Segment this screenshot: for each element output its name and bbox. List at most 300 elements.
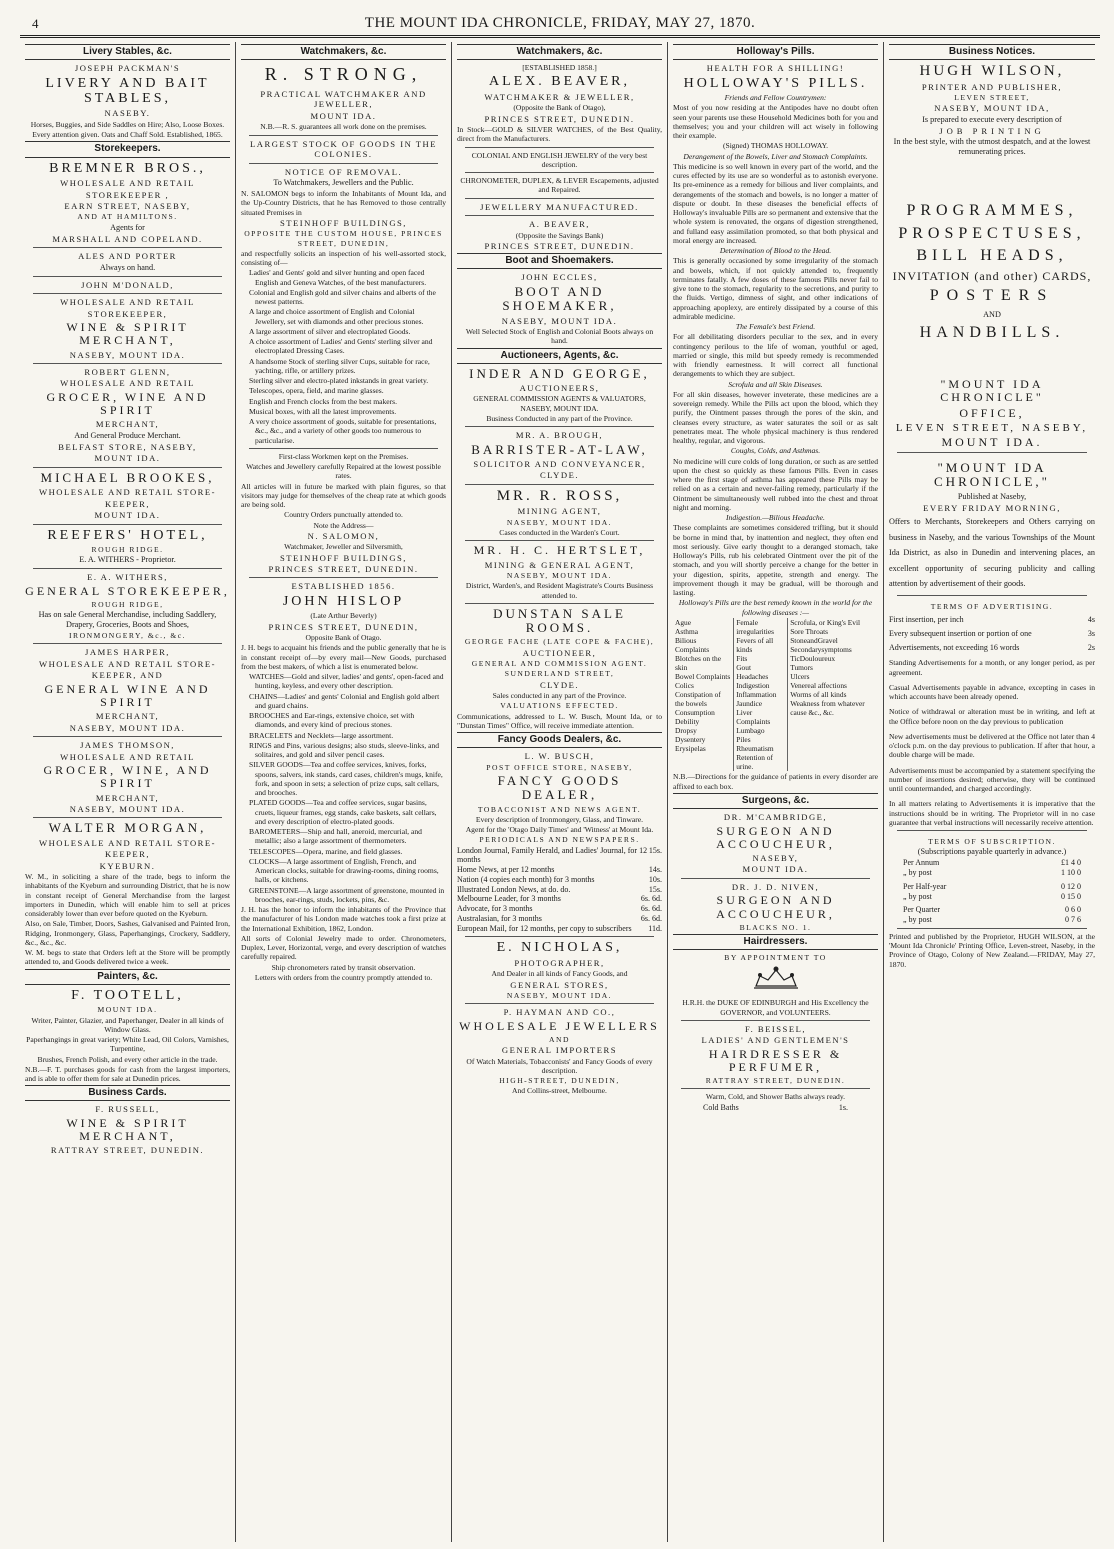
ad-text: W. M., in soliciting a share of the trade, begs to inform the inhabitants of the Kyeburn and surrounding District, that he is now in constant receipt of General Merchandise from the largest importers in Dunedin, which will enable him to sell at prices considerably lower than ever before quoted on the Kyeburn. [25,872,230,919]
ad-line: LEVEN STREET, [954,93,1030,103]
section-heading: Watchmakers, &c. [241,44,446,60]
ad-line: A. BEAVER, [529,219,590,230]
ad-line: KYEBURN. [99,860,156,871]
ad-text: In all matters relating to Advertisements it is imperative that the instructions should be in writing. The Proprietor will in no case guarantee that verbal instructions will necessarily receive attention. [889,799,1095,827]
divider [465,540,654,541]
list-item: SILVER GOODS—Tea and coffee services, knives, forks, spoons, salvers, ink stands, card cases, children's mugs, knife, fork, and spoon in sets; a selection of prize cups, salt cellars, and brooches. [249,760,443,798]
divider [33,568,222,569]
ad-line: WHOLESALE AND RETAIL [60,297,195,308]
ad-headline: WHOLESALE JEWELLERS [459,1018,660,1033]
ad-text: J. H. has the honor to inform the inhabitants of the Province that the manufacturer of his London made watches took a first prize at the International Exhibition, 1862, London. [241,905,446,933]
stock-list [241,268,446,445]
price-row: Nation (4 copies each month) for 3 months 10s. [457,874,662,884]
ad-line: MOUNT IDA. [94,453,161,464]
ad-headline: F. TOOTELL, [71,987,184,1003]
disease-column: Ague Asthma Bilious Complaints Blotches on the skin Bowel Complaints Colics Constipation of the bowels Consumption Debility Dropsy Dysentery Erysipelas [673,618,734,772]
ad-line: MOUNT IDA. [310,110,377,121]
ad-headline: BARRISTER-AT-LAW, [471,441,648,457]
ad-text: Watchmaker, Jeweller and Silversmith, [284,542,403,552]
ad-text: Sales conducted in any part of the Province. [492,691,627,701]
divider [465,1003,654,1004]
divider [681,878,870,879]
price-row: Cold Baths 1s. [703,1102,848,1112]
ad-subhead: Friends and Fellow Countrymen: [724,93,827,103]
ad-headline: MR. H. C. HERTSLET, [473,543,646,558]
divider [33,817,222,818]
section-heading: Livery Stables, &c. [25,44,230,60]
price-row: Illustrated London News, at do. do. 15s. [457,884,662,894]
ad-line: PHOTOGRAPHER, [514,957,605,968]
ad-text: Offers to Merchants, Storekeepers and Others carrying on business in Naseby, and the various Townships of the Mount Ida District, as also in Dunedin and intervening places, an excellent opportunity of securing publicity and calling attention by advertisement of their goods. [889,517,1095,589]
ad-line: RATTRAY STREET, DUNEDIN. [50,1145,205,1156]
list-item: CLOCKS—A large assortment of English, French, and American clocks, suitable for drawing-rooms, dining rooms, halls, or kitchens. [249,856,439,885]
ad-text: Business Conducted in any part of the Province. [486,413,633,423]
ad-line: RATTRAY STREET, DUNEDIN. [705,1076,846,1086]
ad-line: MARSHALL AND COPELAND. [52,233,203,244]
ad-text: Watches and Jewellery carefully Repaired at the lowest possible rates. [246,462,441,481]
ad-line: NASEBY, MOUNT IDA. [69,803,186,814]
ad-line: MERCHANT, [95,711,160,722]
ad-text: Of Watch Materials, Tobacconists' and Fancy Goods of every description. [466,1056,653,1075]
ad-line: ALES AND PORTER [78,251,177,262]
ad-line: ROUGH RIDGE. [91,544,164,554]
divider [33,363,222,364]
ad-text: Horses, Buggies, and Side Saddles on Hire; Also, Loose Boxes. [30,119,225,129]
ad-line: EARN STREET, NASEBY, [64,200,191,211]
price-row: Melbourne Leader, for 3 months 6s. 6d. [457,894,662,904]
divider [465,426,654,427]
ad-line: GENERAL IMPORTERS [501,1045,618,1056]
section-heading: Watchmakers, &c. [457,44,662,60]
ad-text: Always on hand. [99,262,156,272]
list-item: Colonial and English gold and silver chains and alberts of the newest patterns. [249,287,436,307]
section-heading: Storekeepers. [25,141,230,157]
ad-headline: R. STRONG, [264,64,423,85]
divider [249,577,438,578]
ad-text: (Opposite the Savings Bank) [515,230,604,240]
price-row: First insertion, per inch 4s [889,615,1095,625]
list-item: GREENSTONE—A large assortment of greenstone, mounted in brooches, ear-rings, studs, lockets, pins, &c. [249,885,445,904]
ad-text: J. H. begs to acquaint his friends and the public generally that he is in constant receipt of—by every mail—New Goods, purchased from the best makers, of which a list is enumerated below. [241,643,446,671]
disease-table [673,618,878,772]
ad-text: Every description of Ironmongery, Glass, and Tinware. [475,814,644,824]
ad-line: NASEBY, MOUNT IDA. [69,349,186,360]
divider [465,172,654,173]
price-row: Australasian, for 3 months 6s. 6d. [457,913,662,923]
ad-text: (Signed) THOMAS HOLLOWAY. [722,141,829,151]
ad-line: CLYDE. [540,470,579,481]
list-item: RINGS and Pins, various designs; also studs, sleeve-links, and solitaires, and gold and silver pencil cases. [249,740,440,760]
ad-headline: E. NICHOLAS, [496,940,623,956]
price-row: Advertisements, not exceeding 16 words 2s [889,642,1095,652]
price-row: Per Quarter 0 6 0 [903,905,1081,915]
ad-text: Letters with orders from the country promptly attended to. [254,972,433,982]
ad-line: DR. J. D. NIVEN, [731,881,820,892]
ad-headline: INDER AND GEORGE, [469,365,650,381]
columns [20,42,1100,1542]
divider [465,936,654,937]
ad-subhead: Indigestion.—Bilious Headache. [726,513,825,523]
ad-headline: BOOT AND SHOEMAKER, [502,283,617,314]
list-item: A choice assortment of Ladies' and Gents' sterling silver and electroplated Dressing Cases. [249,337,433,356]
ad-headline: WALTER MORGAN, [48,820,207,836]
ad-text: Agent for the 'Otago Daily Times' and 'Witness' at Mount Ida. [465,825,654,835]
ad-line: BY APPOINTMENT TO [724,953,827,963]
ad-text: Standing Advertisements for a month, or any longer period, as per agreement. [889,658,1095,677]
ad-line: ESTABLISHED 1856. [291,581,396,592]
terms-heading: TERMS OF ADVERTISING. [930,601,1054,611]
ad-line: PRACTICAL WATCHMAKER AND JEWELLER, [260,88,427,110]
ad-line: L. W. BUSCH, [524,751,595,762]
ad-headline: HUGH WILSON, [919,63,1065,80]
list-item: BAROMETERS—Ship and hall, aneroid, mercurial, and metallic; also a large assortment of thermometers. [249,827,422,846]
ad-line: E. A. WITHERS, [87,572,168,583]
price-row: London Journal, Family Herald, and Ladies' Journal, for 12 months 15s. [457,845,662,865]
ad-headline: WINE & SPIRIT MERCHANT, [66,320,189,348]
ad-line: JAMES THOMSON, [80,740,175,751]
ad-subhead: The Female's best Friend. [735,322,816,332]
section-heading: Hairdressers. [673,934,878,950]
divider [465,198,654,199]
divider [33,736,222,737]
ad-text: This is generally occasioned by some irregularity of the stomach and bowels, which, if not quickly attended to, frequently terminates fatally. A few doses of these famous Pills never fail to give tone to the stomach, regularity to the secretions, and purity to the fluids. Vertigo, dimness of sight, and other indications of approaching apoplexy, are entirely dissipated by a course of this admirable medicine. [673,256,878,321]
ad-headline: BILL HEADS, [916,247,1068,265]
ad-line: STEINHOFF BUILDINGS, [280,217,407,228]
section-heading: Painters, &c. [25,969,230,985]
section-heading: Boot and Shoemakers. [457,253,662,269]
price-row: „ by post 0 15 0 [903,891,1081,901]
divider [33,247,222,248]
ad-line: LARGEST STOCK OF GOODS IN THE COLONIES. [250,138,437,160]
ad-text: Brushes, French Polish, and every other article in the trade. [37,1054,218,1064]
list-item: BRACELETS and Necklets—large assortment. [249,730,394,740]
ad-text: Advertisements must be accompanied by a statement specifying the number of insertions desired; otherwise, they will be continued until countermanded, and charged accordingly. [889,765,1095,794]
ad-headline: MR. R. ROSS, [496,487,623,504]
ad-line: NASEBY, [752,852,799,863]
ad-line: MINING & GENERAL AGENT, [484,559,635,570]
ad-text: Opposite Bank of Otago. [305,633,382,643]
ad-line: STEINHOFF BUILDINGS, [280,552,407,563]
ad-text: N.B.—R. S. guarantees all work done on the premises. [260,122,427,132]
ad-text: H.R.H. the DUKE OF EDINBURGH and His Excellency the GOVERNOR, and VOLUNTEERS. [682,998,869,1017]
ad-subhead: Coughs, Colds, and Asthmas. [730,446,821,456]
ad-headline: MOUNT IDA. [941,434,1043,449]
subscription-heading: TERMS OF SUBSCRIPTION. [928,837,1056,847]
price-row: Home News, at per 12 months 14s. [457,865,662,875]
divider [897,928,1087,929]
ad-line: TOBACCONIST AND NEWS AGENT. [477,804,642,814]
ad-text: (Late Arthur Beverly) [310,611,377,621]
ad-line: JOHN ECCLES, [521,272,598,283]
ad-text: Communications, addressed to L. W. Busch, Mount Ida, or to "Dunstan Times" Office, will receive immediate attention. [457,711,662,730]
divider [33,524,222,525]
price-row: „ by post 0 7 6 [903,915,1081,925]
ad-line: SOLICITOR AND CONVEYANCER, [473,459,646,469]
ad-line: MINING AGENT, [517,506,602,517]
ad-text: All sorts of Colonial Jewelry made to order. Chronometers, Duplex, Lever, Horizontal, verge, and every description of watches carefully repaired. [241,933,446,962]
divider [33,467,222,468]
ad-line: JAMES HARPER, [85,647,170,658]
ad-line: NASEBY, MOUNT IDA, [934,103,1050,114]
ad-headline: PROGRAMMES, [906,202,1078,220]
ad-line: WHOLESALE AND RETAIL [60,378,195,389]
ad-line: DR. M'CAMBRIDGE, [723,812,828,823]
list-item: BROOCHES and Ear-rings, extensive choice, set with diamonds, and every kind of precious stones. [249,711,415,730]
divider [897,595,1087,596]
divider [897,830,1087,831]
price-list [457,846,662,934]
ad-line: GENERAL AND COMMISSION AGENT. [471,659,648,669]
section-heading: Auctioneers, Agents, &c. [457,348,662,364]
ad-text: And Dealer in all kinds of Fancy Goods, and [491,969,628,979]
ad-text: District, Warden's, and Resident Magistrate's Courts Business attended to. [465,581,654,600]
ad-text: Agents for [110,222,145,232]
list-item: PLATED GOODS—Tea and coffee services, sugar basins, cruets, liqueur frames, egg stands, cake baskets, salt cellars, and every description of electro-plated goods. [249,798,437,826]
column-2 [236,42,452,1542]
divider [465,147,654,148]
ad-line: JOSEPH PACKMAN'S [74,63,181,74]
ad-line: N. SALOMON, [307,530,380,541]
ad-line: LADIES' AND GENTLEMEN'S [701,1035,850,1046]
ad-line: P. HAYMAN AND CO., [503,1007,616,1018]
ad-line: AUCTIONEER, [522,647,597,658]
goods-list [241,672,446,904]
ad-text: Most of you now residing at the Antipodes have no doubt often seen your parents use these Household Medicines both for you and themselves; you and your children will act wisely in following their example. [673,103,878,141]
section-heading: Business Notices. [889,44,1095,60]
ad-text: In the best style, with the utmost despatch, and at the lowest remunerating prices. [893,137,1091,157]
ad-headline: ALEX. BEAVER, [488,74,631,90]
ad-line: PRINCES STREET, DUNEDIN. [484,113,635,124]
ad-headline: HANDBILLS. [919,323,1065,341]
ad-headline: INVITATION (and other) CARDS, [892,268,1092,283]
ad-headline: SURGEON AND ACCOUCHEUR, [716,893,835,921]
ad-line: F. BEISSEL, [745,1023,806,1034]
ad-text: Writer, Painter, Glazier, and Paperhanger, Dealer in all kinds of Window Glass. [31,1015,224,1034]
ad-text: Published at Naseby, [957,491,1027,501]
ad-text: and respectfully solicits an inspection of his well-assorted stock, consisting of— [241,248,446,268]
ad-headline: FANCY GOODS DEALER, [497,773,622,803]
ad-text: And General Produce Merchant. [74,430,181,440]
ad-headline: WINE & SPIRIT MERCHANT, [66,1115,189,1144]
ad-line: PERIODICALS AND NEWSPAPERS. [479,835,640,845]
ad-line: PRINCES STREET, DUNEDIN. [484,240,635,251]
ad-line: JOHN M'DONALD, [81,279,174,290]
price-row: Advocate, for 3 months 6s. 6d. [457,904,662,914]
ad-line: NASEBY, MOUNT IDA. [69,722,186,733]
ad-text: Paperhangings in great variety; White Lead, Oil Colors, Varnishes, Turpentine, [26,1035,229,1054]
masthead [20,12,1100,38]
ad-headline: GROCER, WINE AND SPIRIT [46,389,209,418]
ad-text: For all skin diseases, however inveterate, these medicines are a sovereign remedy. While the Pills act upon the blood, which they purify, the Ointment passes through the pores of the skin, and cleanses every structure, as water saturates the soil or as salt penetrates meat. The whole physical machinery is thus rendered healthy, regular, and vigorous. [673,389,878,446]
ad-line: WHOLESALE AND RETAIL [60,751,195,762]
ad-subhead: Holloway's Pills are the best remedy known in the world for the following diseases :— [678,598,873,617]
disease-column: Scrofula, or King's Evil Sore Throats StoneandGravel Secondarysymptoms TicDouloureux Tumors Ulcers Venereal affections Worms of all kinds Weakness from whatever cause &c., &c. [790,617,865,718]
ad-text: CHRONOMETER, DUPLEX, & LEVER Escapements, adjusted and Repaired. [460,176,659,195]
royal-crest-icon [673,964,878,996]
ad-line: NASEBY, MOUNT IDA. [506,571,613,581]
ad-line: NASEBY, MOUNT IDA. [501,315,618,326]
ad-line: MR. A. BROUGH, [515,430,604,441]
ad-text: AND [983,309,1001,319]
ad-line: MERCHANT, [95,792,160,803]
divider [897,452,1087,453]
ad-text: (Subscriptions payable quarterly in advance.) [917,847,1067,857]
ad-line: PRINCES STREET, DUNEDIN. [268,563,419,574]
column-5 [884,42,1100,1542]
ad-subhead: Derangement of the Bowels, Liver and Stomach Complaints. [683,151,868,161]
ad-text: No medicine will cure colds of long duration, or such as are settled upon the chest so quickly as these famous Pills. Even in cases where the first stage of asthma has appeared these Pills may be relied on as a certain and never-failing remedy, particularly if the Ointment be simultaneously well rubbed into the chest and throat night and morning. [673,456,878,512]
ad-line: BLACKS NO. 1. [739,922,812,932]
ad-line: MERCHANT, [95,419,160,430]
ad-headline: GENERAL WINE AND SPIRIT [44,681,211,709]
divider [249,163,438,164]
ad-text: Also, on Sale, Timber, Doors, Sashes, Galvanised and Painted Iron, Ridging, Ironmongery, Glass, Paperhangings, Crockery, Saddlery, &c., &c., &c. [25,919,230,947]
divider [249,448,438,449]
ad-line: GENERAL STORES, [510,979,609,990]
ad-headline: "MOUNT IDA CHRONICLE," [934,459,1050,490]
ad-line: PRINTER AND PUBLISHER, [921,81,1063,92]
ad-headline: SURGEON AND ACCOUCHEUR, [716,823,835,851]
ad-line: POST OFFICE STORE, NASEBY, [486,762,633,772]
ad-headline: HAIRDRESSER & PERFUMER, [708,1046,843,1075]
ad-text: (Opposite the Bank of Otago), [513,103,606,113]
section-heading: Fancy Goods Dealers, &c. [457,732,662,748]
divider [465,215,654,216]
ad-line: NASEBY, MOUNT IDA. [506,517,613,527]
divider [465,603,654,604]
divider [249,135,438,136]
ad-text: Casual Advertisements payable in advance, excepting in cases in which accounts have been already opened. [889,682,1095,702]
ad-line: NASEBY, MOUNT IDA. [506,991,613,1001]
ad-headline: BREMNER BROS., [49,160,206,176]
ad-line: PRINCES STREET, DUNEDIN, [268,621,419,632]
ad-line: WHOLESALE AND RETAIL STORE- [38,837,217,848]
ad-line: STOREKEEPER , [85,189,170,200]
ad-line: OPPOSITE THE CUSTOM HOUSE, PRINCES STREET, DUNEDIN, [244,229,443,248]
ad-headline: HOLLOWAY'S PILLS. [683,75,868,91]
subscription-table [889,858,1095,925]
price-row: Per Half-year 0 12 0 [903,881,1081,891]
ad-headline: OFFICE, [959,405,1025,420]
ad-line: HIGH-STREET, DUNEDIN, [499,1076,620,1086]
list-item: TELESCOPES—Opera, marine, and field glasses. [249,846,403,856]
ad-line: MOUNT IDA. [94,510,161,521]
ad-text: N. SALOMON begs to inform the Inhabitants of Mount Ida, and the Up-Country Districts, that he has Removed to those centrally situated Premises in [241,189,446,217]
imprint: Printed and published by the Proprietor, HUGH WILSON, at the 'Mount Ida Chronicle' Printing Office, Leven-street, Naseby, in the Province of Otago, Colony of New Zealand.—FRIDAY, May 27, 1870. [889,931,1095,969]
ad-text: GENERAL COMMISSION AGENTS & VALUATORS, NASEBY, MOUNT IDA. [473,394,646,413]
section-heading: Holloway's Pills. [673,44,878,60]
ad-text: Cases conducted in the Warden's Court. [499,528,620,538]
list-item: Ladies' and Gents' gold and silver hunting and open faced English and Geneva Watches, of the best manufacturers. [249,268,427,287]
ad-line: F. RUSSELL, [95,1104,160,1115]
list-item: A large assortment of silver and electroplated Goods. [249,326,411,336]
ad-text: This medicine is so well known in every part of the world, and the cures effected by its use are so wonderful as to astonish everyone. Its pre-eminence as a remedy for bilious and liver complaints, and derangements of the stomach and bowels, is no longer a matter of dispute or doubt. In these diseases the beneficial effects of Holloway's invaluable Pills are so permanent and extensive that the whole system is renovated, the organs of digestion strengthened, and fulland easy assimilation promoted, so that both physical and moral energy are increased. [673,161,878,245]
ad-text: These complaints are sometimes considered trifling, but it should be borne in mind that, by inattention and neglect, they often end most seriously. Give early thought to a deranged stomach, take Holloway's Pills, rub his celebrated Ointment over the pit of the stomach, and you will shortly perceive a change for the better in your digestion, spirits, appetite, strength and energy. The improvement though it may be gradual, will be thorough and lasting. [673,523,878,598]
ad-line: JOB PRINTING [939,125,1045,136]
ad-text: Is prepared to execute every description of [922,114,1062,124]
ad-headline: "MOUNT IDA CHRONICLE" [940,377,1044,405]
ad-headline: LEVEN STREET, NASEBY, [895,421,1089,434]
ad-headline: PROSPECTUSES, [898,224,1086,242]
ad-line: WATCHMAKER & JEWELLER, [484,91,635,102]
ad-line: AND AT HAMILTONS. [77,212,178,222]
ad-text: E. A. WITHERS - Proprietor. [79,555,176,565]
ad-text: For all debilitating disorders peculiar to the sex, and in every contingency perilous to the life of woman, youthful or aged, married or single, this mild but speedy remedy is recommended with friendly earnestness. It will correct all functional derangements to which they are subject. [673,332,878,379]
ad-line: MOUNT IDA. [742,864,809,875]
ad-line: KEEPER, [104,498,151,509]
list-item: A handsome Stock of sterling silver Cups, suitable for race, yachting, rifle, or artillery prizes. [249,356,430,375]
list-item: CHAINS—Ladies' and gents' Colonial and English gold albert and guard chains. [249,691,440,710]
section-heading: Business Cards. [25,1085,230,1101]
ad-text: Has on sale General Merchandise, including Saddlery, Drapery, Groceries, Boots and Shoes, [38,610,217,630]
ad-text: All articles will in future be marked with plain figures, so that visitors may judge for themselves of the cheap rate at which goods are being sold. [241,481,446,510]
list-item: A large and choice assortment of English and Colonial Jewellery, set with diamonds and other precious stones. [249,307,424,326]
price-row: European Mail, for 12 months, per copy to subscribers 11d. [457,923,662,933]
list-item: WATCHES—Gold and silver, ladies' and gents', open-faced and hunting, keyless, and every other description. [249,672,444,691]
ad-headline: DUNSTAN SALE ROOMS. [493,605,626,636]
ad-headline: GENERAL STOREKEEPER, [25,583,230,598]
divider [681,1020,870,1021]
list-item: Telescopes, opera, field, and marine glasses. [249,386,384,396]
list-item: Musical boxes, with all the latest improvements. [249,406,397,416]
ad-text: First-class Workmen kept on the Premises. [278,451,409,461]
ad-text: Warm, Cold, and Shower Baths always ready. [705,1092,846,1102]
ad-text: COLONIAL AND ENGLISH JEWELRY of the very best description. [471,150,648,169]
page-number: 4 [32,16,39,31]
ad-headline: MICHAEL BROOKES, [40,469,215,485]
ad-line: CLYDE. [540,679,579,690]
ad-text: Ship chronometers rated by transit observation. [271,962,416,972]
ad-line: ROBERT GLENN, [84,367,171,377]
ad-line: AUCTIONEERS, [519,382,600,393]
ad-text: Well Selected Stock of English and Colonial Boots always on hand. [465,327,654,346]
newspaper-title: THE MOUNT IDA CHRONICLE, FRIDAY, MAY 27, 1870. [364,15,756,31]
ad-text: N.B.—Directions for the guidance of patients in every disorder are affixed to each box. [673,772,878,791]
ad-subhead: Determination of Blood to the Head. [719,246,832,256]
ad-headline: POSTERS [929,287,1055,305]
ad-headline: LIVERY AND BAIT STABLES, [45,75,210,107]
divider [33,643,222,644]
price-row: Every subsequent insertion or portion of one 3s [889,628,1095,638]
list-item: A very choice assortment of goods, suitable for presentations, &c., &c., and a variety of other goods too numerous to particularise. [249,417,437,445]
ad-line: ROUGH RIDGE, [91,599,164,609]
ad-line: IRONMONGERY, &c., &c. [69,631,186,641]
ad-line: EVERY FRIDAY MORNING, [923,502,1061,513]
divider [465,484,654,485]
ad-line: HEALTH FOR A SHILLING! [706,63,845,74]
ad-line: WHOLESALE AND RETAIL [60,178,195,189]
ad-line: WHOLESALE AND RETAIL STORE- [38,658,217,669]
price-row: Per Annum £1 4 0 [903,858,1081,868]
ad-text: New advertisements must be delivered at the Office not later than 4 o'clock p.m. on the day previous to publication. If after that hour, a double charge will be made. [889,731,1095,760]
ad-text: N.B.—F. T. purchases goods for cash from the largest importers, and is able to offer them for sale at Dunedin prices. [25,1064,230,1084]
divider [33,293,222,294]
list-item: Sterling silver and electro-plated inkstands in great variety. [249,376,429,386]
ad-line: KEEPER, [104,849,151,860]
ad-headline: REEFERS' HOTEL, [47,527,208,543]
ad-line: JEWELLERY MANUFACTURED. [480,201,639,212]
column-1 [20,42,236,1542]
list-item: English and French clocks from the best makers. [249,396,398,406]
ad-text: Note the Address— [313,520,374,530]
ad-line: NASEBY. [104,108,151,119]
ad-headline: GROCER, WINE, AND SPIRIT [43,763,212,791]
column-3 [452,42,668,1542]
ad-line: KEEPER, AND [91,670,164,681]
column-4 [668,42,884,1542]
ad-subhead: Scrofula and all Skin Diseases. [728,379,823,389]
ad-headline: JOHN HISLOP [282,593,405,609]
